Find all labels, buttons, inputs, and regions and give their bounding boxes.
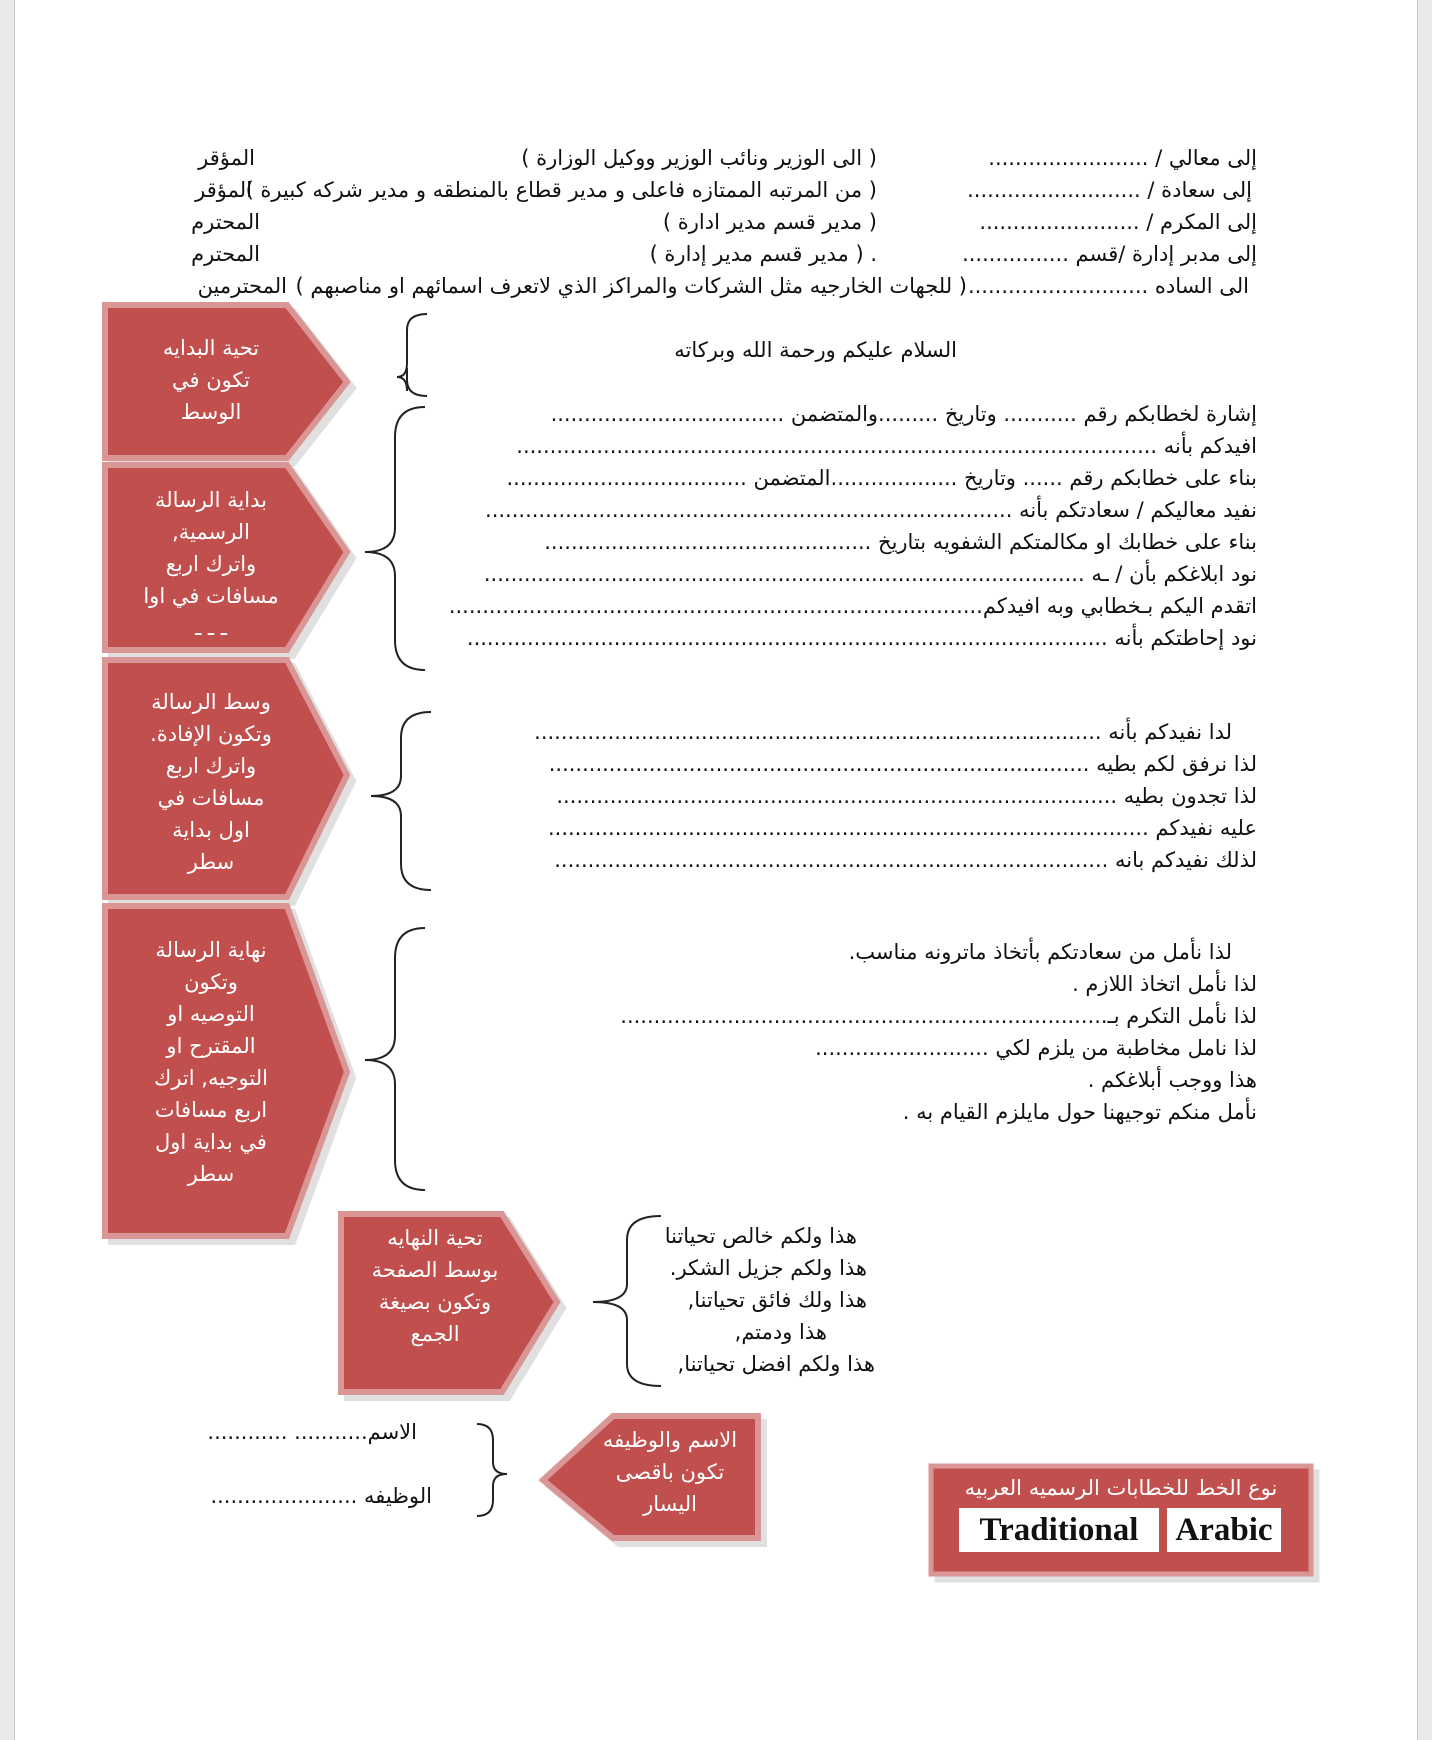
header-addressee: إلى مدبر إدارة /قسم ................ xyxy=(962,242,1257,266)
middle-line: عليه نفيدكم .......................................................................................... xyxy=(547,816,1257,840)
header-note: ( من المرتبه الممتازه فاعلى و مدير قطاع بالمنطقه و مدير شركه كبيرة ) xyxy=(245,178,877,202)
header-addressee: إلى المكرم / ........................ xyxy=(979,210,1257,234)
closing-line: لذا نأمل التكرم بـ......................................................................... xyxy=(620,1004,1257,1028)
header-closing: المحترم xyxy=(191,242,260,266)
brace-middle xyxy=(371,712,431,890)
brace-signature xyxy=(477,1424,507,1516)
middle-line: لذلك نفيدكم بانه ................................................................................... xyxy=(554,848,1257,872)
header-note: ( الى الوزير ونائب الوزير ووكيل الوزارة ) xyxy=(521,146,877,170)
header-note: ( مدير قسم مدير ادارة ) xyxy=(662,210,877,234)
opening-line: افيدكم بأنه ................................................................................................ xyxy=(516,434,1257,458)
final-greeting-line: هذا ودمتم, xyxy=(734,1320,827,1344)
letter-template-page xyxy=(14,0,1418,1740)
closing-line: نأمل منكم توجيهنا حول مايلزم القيام به . xyxy=(902,1100,1257,1124)
opening-line: نود إحاطتكم بأنه ................................................................................................ xyxy=(466,626,1257,650)
closing-line: هذا ووجب أبلاغكم . xyxy=(1087,1068,1257,1092)
greeting-text: السلام عليكم ورحمة الله وبركاته xyxy=(674,338,957,362)
middle-line: لدا نفيدكم بأنه ..................................................................................... xyxy=(534,720,1232,744)
closing-line: لذا نأمل اتخاذ اللازم . xyxy=(1072,972,1257,996)
opening-line: إشارة لخطابكم رقم ........... وتاريخ .........والمتضمن ................................... xyxy=(550,402,1257,426)
final-greeting-line: هذا ولكم خالص تحياتنا xyxy=(664,1224,857,1248)
opening-line: بناء على خطابكم رقم ...... وتاريخ ...................المتضمن .................................... xyxy=(506,466,1257,490)
final-greeting-line: هذا ولكم افضل تحياتنا, xyxy=(677,1352,875,1376)
header-closing: المؤقر xyxy=(198,146,255,170)
callout-name-job: الاسم والوظيفه تكون باقصى اليسار xyxy=(602,1428,738,1516)
callout-letter-middle: وسط الرسالة وتكون الإفادة. واترك اربع مسافات في اول بداية سطر xyxy=(150,690,272,874)
header-closing: المحترمين xyxy=(197,274,287,298)
closing-line: لذا نأمل من سعادتكم بأتخاذ ماترونه مناسب. xyxy=(848,940,1232,964)
callout-letter-start: بداية الرسالة الرسمية, واترك اربع مسافات في اوا ـ ـ ـ xyxy=(143,488,279,640)
callout-letter-end: نهاية الرسالة وتكون التوصيه او المقترح او التوجيه, اترك اربع مسافات في بداية اول سطر xyxy=(154,938,268,1186)
font-word-arabic: Arabic xyxy=(1167,1508,1281,1552)
header-addressee: إلى معالي / ........................ xyxy=(988,146,1257,170)
opening-line: اتقدم اليكم بـخطابي وبه افيدكم................................................................................ xyxy=(448,594,1257,618)
opening-line: نود ابلاغكم بأن / ـه .......................................................................................... xyxy=(483,562,1257,586)
opening-line: بناء على خطابك او مكالمتكم الشفويه بتاريخ ................................................. xyxy=(544,530,1257,554)
brace-opening xyxy=(365,407,425,670)
header-addressee: إلى سعادة / .......................... xyxy=(967,178,1252,202)
font-box-title: نوع الخط للخطابات الرسميه العربيه xyxy=(964,1476,1278,1500)
callout-end-greeting: تحية النهايه بوسط الصفحة وتكون بصيغة الجمع xyxy=(371,1226,499,1346)
brace-final-greetings xyxy=(593,1216,661,1386)
header-closing: المؤقر xyxy=(195,178,252,202)
middle-line: لذا تجدون بطيه .................................................................................... xyxy=(556,784,1257,808)
final-greeting-line: هذا ولكم جزيل الشكر. xyxy=(669,1256,867,1280)
callout-start-greeting: تحية البدايه تكون في الوسط xyxy=(162,336,260,424)
opening-line: نفيد معاليكم / سعادتكم بأنه ............................................................................... xyxy=(485,498,1257,522)
middle-line: لذا نرفق لكم بطيه ................................................................................. xyxy=(548,752,1257,776)
header-note: . ( مدير قسم مدير إدارة ) xyxy=(649,242,877,266)
signature-name: الاسم........... ............ xyxy=(207,1420,417,1444)
final-greeting-line: هذا ولك فائق تحياتنا, xyxy=(687,1288,867,1312)
signature-job: الوظيفه ...................... xyxy=(210,1484,432,1508)
brace-closing xyxy=(365,928,425,1190)
header-note: ( للجهات الخارجيه مثل الشركات والمراكز الذي لاتعرف اسمائهم او مناصبهم ) xyxy=(295,274,967,298)
header-addressee: الى الساده ........................... xyxy=(967,274,1249,298)
header-closing: المحترم xyxy=(191,210,260,234)
brace-greeting xyxy=(397,314,427,396)
closing-line: لذا نامل مخاطبة من يلزم لكي .......................... xyxy=(815,1036,1257,1060)
font-word-traditional: Traditional xyxy=(959,1508,1159,1552)
